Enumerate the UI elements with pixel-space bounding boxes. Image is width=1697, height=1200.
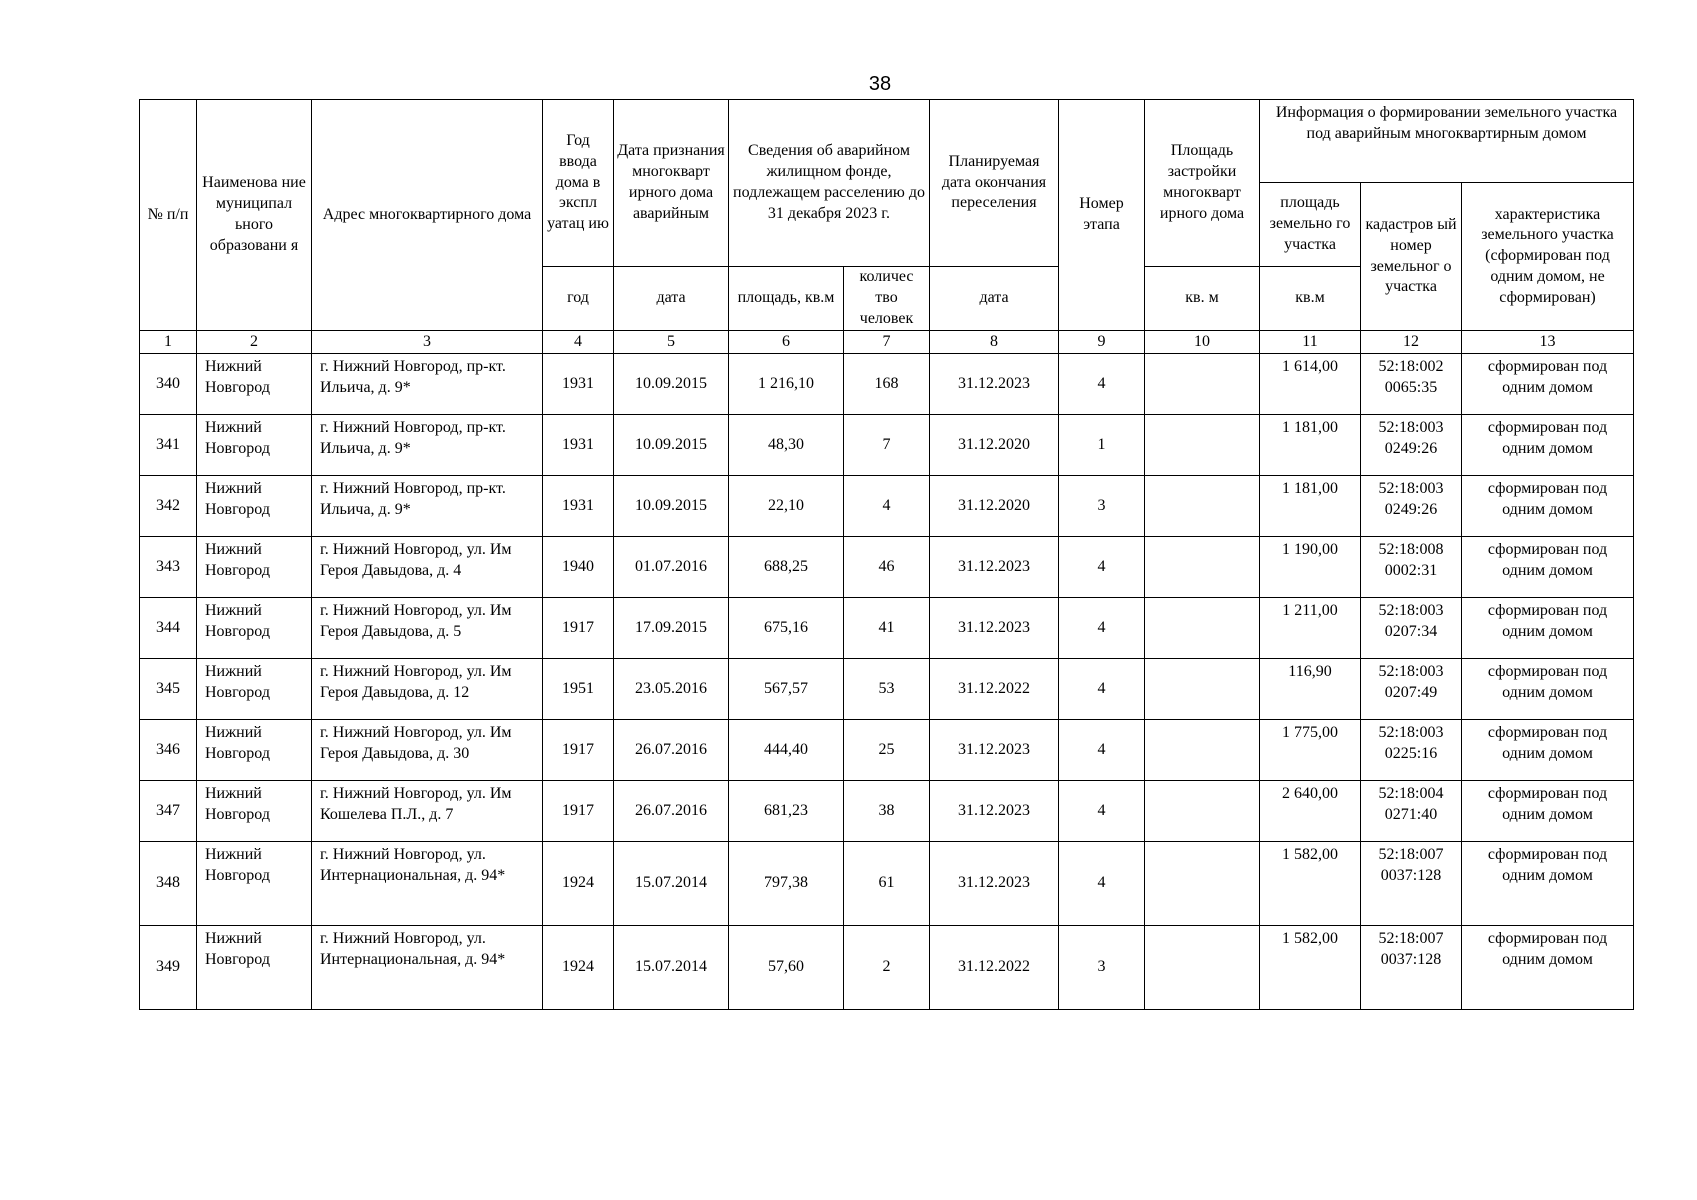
built-area-cell [1145,781,1260,842]
planned-date-cell: 31.12.2020 [930,476,1059,537]
row-number: 348 [140,842,197,926]
commission-year-cell: 1931 [543,476,614,537]
built-area-cell [1145,926,1260,1010]
commission-year-cell: 1940 [543,537,614,598]
address-cell: г. Нижний Новгород, ул. Интернациональная, д. 94* [312,842,543,926]
table-row [140,537,1634,598]
header-emergency-fund: Сведения об аварийном жилищном фонде, подлежащем расселению до 31 декабря 2023 г. [729,100,930,267]
table-row [140,842,1634,926]
column-number: 12 [1361,331,1462,354]
municipality-cell: Нижний Новгород [197,476,312,537]
living-area-cell: 48,30 [729,415,844,476]
address-cell: г. Нижний Новгород, ул. Им Героя Давыдова, д. 4 [312,537,543,598]
residents-count-cell: 25 [844,720,930,781]
land-characteristic-cell: сформирован под одним домом [1462,598,1634,659]
table-row [140,720,1634,781]
land-area-cell: 1 775,00 [1260,720,1361,781]
commission-year-cell: 1951 [543,659,614,720]
column-number: 9 [1059,331,1145,354]
unit-people: количес тво человек [844,267,930,331]
header-planned-date: Планируемая дата окончания переселения [930,100,1059,267]
table-body [140,354,1634,1010]
living-area-cell: 57,60 [729,926,844,1010]
row-number: 349 [140,926,197,1010]
planned-date-cell: 31.12.2023 [930,354,1059,415]
stage-number-cell: 1 [1059,415,1145,476]
header-land-info: Информация о формировании земельного участка под аварийным многоквартирным домом [1260,100,1634,183]
header-number: № п/п [140,100,197,331]
column-number: 4 [543,331,614,354]
page-number: 38 [868,73,892,95]
unit-land-area: кв.м [1260,267,1361,331]
residents-count-cell: 4 [844,476,930,537]
cadastral-number-cell: 52:18:004 0271:40 [1361,781,1462,842]
land-characteristic-cell: сформирован под одним домом [1462,781,1634,842]
table-row [140,598,1634,659]
column-number: 10 [1145,331,1260,354]
header-cadastral-number: кадастров ый номер земельног о участка [1361,183,1462,331]
planned-date-cell: 31.12.2023 [930,842,1059,926]
cadastral-number-cell: 52:18:008 0002:31 [1361,537,1462,598]
land-area-cell: 1 181,00 [1260,415,1361,476]
land-area-cell: 1 211,00 [1260,598,1361,659]
residents-count-cell: 168 [844,354,930,415]
header-stage: Номер этапа [1059,100,1145,331]
recognition-date-cell: 26.07.2016 [614,720,729,781]
residents-count-cell: 7 [844,415,930,476]
address-cell: г. Нижний Новгород, пр-кт. Ильича, д. 9* [312,354,543,415]
land-characteristic-cell: сформирован под одним домом [1462,720,1634,781]
planned-date-cell: 31.12.2023 [930,537,1059,598]
built-area-cell [1145,720,1260,781]
land-characteristic-cell: сформирован под одним домом [1462,537,1634,598]
table-row [140,476,1634,537]
commission-year-cell: 1917 [543,720,614,781]
living-area-cell: 675,16 [729,598,844,659]
stage-number-cell: 4 [1059,842,1145,926]
land-characteristic-cell: сформирован под одним домом [1462,476,1634,537]
land-area-cell: 2 640,00 [1260,781,1361,842]
unit-year: год [543,267,614,331]
built-area-cell [1145,476,1260,537]
unit-built-area: кв. м [1145,267,1260,331]
planned-date-cell: 31.12.2022 [930,659,1059,720]
column-number: 7 [844,331,930,354]
recognition-date-cell: 15.07.2014 [614,926,729,1010]
row-number: 343 [140,537,197,598]
row-number: 346 [140,720,197,781]
land-area-cell: 1 614,00 [1260,354,1361,415]
municipality-cell: Нижний Новгород [197,354,312,415]
land-area-cell: 1 190,00 [1260,537,1361,598]
residents-count-cell: 46 [844,537,930,598]
municipality-cell: Нижний Новгород [197,781,312,842]
living-area-cell: 22,10 [729,476,844,537]
table-row [140,781,1634,842]
cadastral-number-cell: 52:18:003 0249:26 [1361,476,1462,537]
cadastral-number-cell: 52:18:003 0225:16 [1361,720,1462,781]
emergency-housing-table [139,99,1634,1010]
living-area-cell: 444,40 [729,720,844,781]
recognition-date-cell: 10.09.2015 [614,476,729,537]
living-area-cell: 797,38 [729,842,844,926]
land-characteristic-cell: сформирован под одним домом [1462,354,1634,415]
header-address: Адрес многоквартирного дома [312,100,543,331]
living-area-cell: 688,25 [729,537,844,598]
recognition-date-cell: 15.07.2014 [614,842,729,926]
stage-number-cell: 4 [1059,598,1145,659]
address-cell: г. Нижний Новгород, пр-кт. Ильича, д. 9* [312,476,543,537]
land-characteristic-cell: сформирован под одним домом [1462,659,1634,720]
unit-area: площадь, кв.м [729,267,844,331]
header-land-characteristic: характеристика земельного участка (сформирован под одним домом, не сформирован) [1462,183,1634,331]
commission-year-cell: 1917 [543,598,614,659]
address-cell: г. Нижний Новгород, пр-кт. Ильича, д. 9* [312,415,543,476]
stage-number-cell: 4 [1059,659,1145,720]
recognition-date-cell: 10.09.2015 [614,354,729,415]
row-number: 342 [140,476,197,537]
planned-date-cell: 31.12.2020 [930,415,1059,476]
land-area-cell: 1 582,00 [1260,842,1361,926]
residents-count-cell: 41 [844,598,930,659]
stage-number-cell: 3 [1059,476,1145,537]
address-cell: г. Нижний Новгород, ул. Интернациональная, д. 94* [312,926,543,1010]
column-number: 2 [197,331,312,354]
land-area-cell: 1 582,00 [1260,926,1361,1010]
land-characteristic-cell: сформирован под одним домом [1462,842,1634,926]
living-area-cell: 1 216,10 [729,354,844,415]
stage-number-cell: 4 [1059,354,1145,415]
planned-date-cell: 31.12.2023 [930,720,1059,781]
unit-date: дата [614,267,729,331]
municipality-cell: Нижний Новгород [197,720,312,781]
built-area-cell [1145,842,1260,926]
residents-count-cell: 2 [844,926,930,1010]
municipality-cell: Нижний Новгород [197,842,312,926]
living-area-cell: 567,57 [729,659,844,720]
planned-date-cell: 31.12.2023 [930,781,1059,842]
commission-year-cell: 1917 [543,781,614,842]
table-row [140,354,1634,415]
commission-year-cell: 1931 [543,354,614,415]
stage-number-cell: 4 [1059,720,1145,781]
municipality-cell: Нижний Новгород [197,926,312,1010]
header-row-1 [140,100,1634,183]
unit-plan-date: дата [930,267,1059,331]
address-cell: г. Нижний Новгород, ул. Им Кошелева П.Л., д. 7 [312,781,543,842]
built-area-cell [1145,598,1260,659]
land-area-cell: 116,90 [1260,659,1361,720]
stage-number-cell: 4 [1059,781,1145,842]
built-area-cell [1145,354,1260,415]
row-number: 341 [140,415,197,476]
table-row [140,415,1634,476]
cadastral-number-cell: 52:18:007 0037:128 [1361,926,1462,1010]
land-characteristic-cell: сформирован под одним домом [1462,415,1634,476]
built-area-cell [1145,659,1260,720]
table-row [140,926,1634,1010]
residents-count-cell: 38 [844,781,930,842]
stage-number-cell: 4 [1059,537,1145,598]
recognition-date-cell: 10.09.2015 [614,415,729,476]
address-cell: г. Нижний Новгород, ул. Им Героя Давыдова, д. 5 [312,598,543,659]
row-number: 347 [140,781,197,842]
stage-number-cell: 3 [1059,926,1145,1010]
built-area-cell [1145,415,1260,476]
row-number: 345 [140,659,197,720]
municipality-cell: Нижний Новгород [197,415,312,476]
land-characteristic-cell: сформирован под одним домом [1462,926,1634,1010]
header-municipality: Наименова ние муниципал ьного образовани я [197,100,312,331]
land-area-cell: 1 181,00 [1260,476,1361,537]
header-land-area: площадь земельно го участка [1260,183,1361,267]
municipality-cell: Нижний Новгород [197,659,312,720]
cadastral-number-cell: 52:18:003 0207:34 [1361,598,1462,659]
municipality-cell: Нижний Новгород [197,598,312,659]
column-number: 6 [729,331,844,354]
header-recognition-date: Дата признания многокварт ирного дома аварийным [614,100,729,267]
recognition-date-cell: 17.09.2015 [614,598,729,659]
commission-year-cell: 1924 [543,842,614,926]
row-number: 340 [140,354,197,415]
address-cell: г. Нижний Новгород, ул. Им Героя Давыдова, д. 30 [312,720,543,781]
column-numbers-row [140,331,1634,354]
address-cell: г. Нижний Новгород, ул. Им Героя Давыдова, д. 12 [312,659,543,720]
residents-count-cell: 53 [844,659,930,720]
cadastral-number-cell: 52:18:003 0207:49 [1361,659,1462,720]
residents-count-cell: 61 [844,842,930,926]
column-number: 3 [312,331,543,354]
cadastral-number-cell: 52:18:003 0249:26 [1361,415,1462,476]
column-number: 1 [140,331,197,354]
column-number: 11 [1260,331,1361,354]
row-number: 344 [140,598,197,659]
planned-date-cell: 31.12.2022 [930,926,1059,1010]
column-number: 8 [930,331,1059,354]
header-built-area: Площадь застройки многокварт ирного дома [1145,100,1260,267]
cadastral-number-cell: 52:18:002 0065:35 [1361,354,1462,415]
header-commission-year: Год ввода дома в экспл уатац ию [543,100,614,267]
municipality-cell: Нижний Новгород [197,537,312,598]
recognition-date-cell: 23.05.2016 [614,659,729,720]
planned-date-cell: 31.12.2023 [930,598,1059,659]
cadastral-number-cell: 52:18:007 0037:128 [1361,842,1462,926]
built-area-cell [1145,537,1260,598]
column-number: 5 [614,331,729,354]
recognition-date-cell: 01.07.2016 [614,537,729,598]
commission-year-cell: 1924 [543,926,614,1010]
commission-year-cell: 1931 [543,415,614,476]
recognition-date-cell: 26.07.2016 [614,781,729,842]
table-row [140,659,1634,720]
living-area-cell: 681,23 [729,781,844,842]
column-number: 13 [1462,331,1634,354]
